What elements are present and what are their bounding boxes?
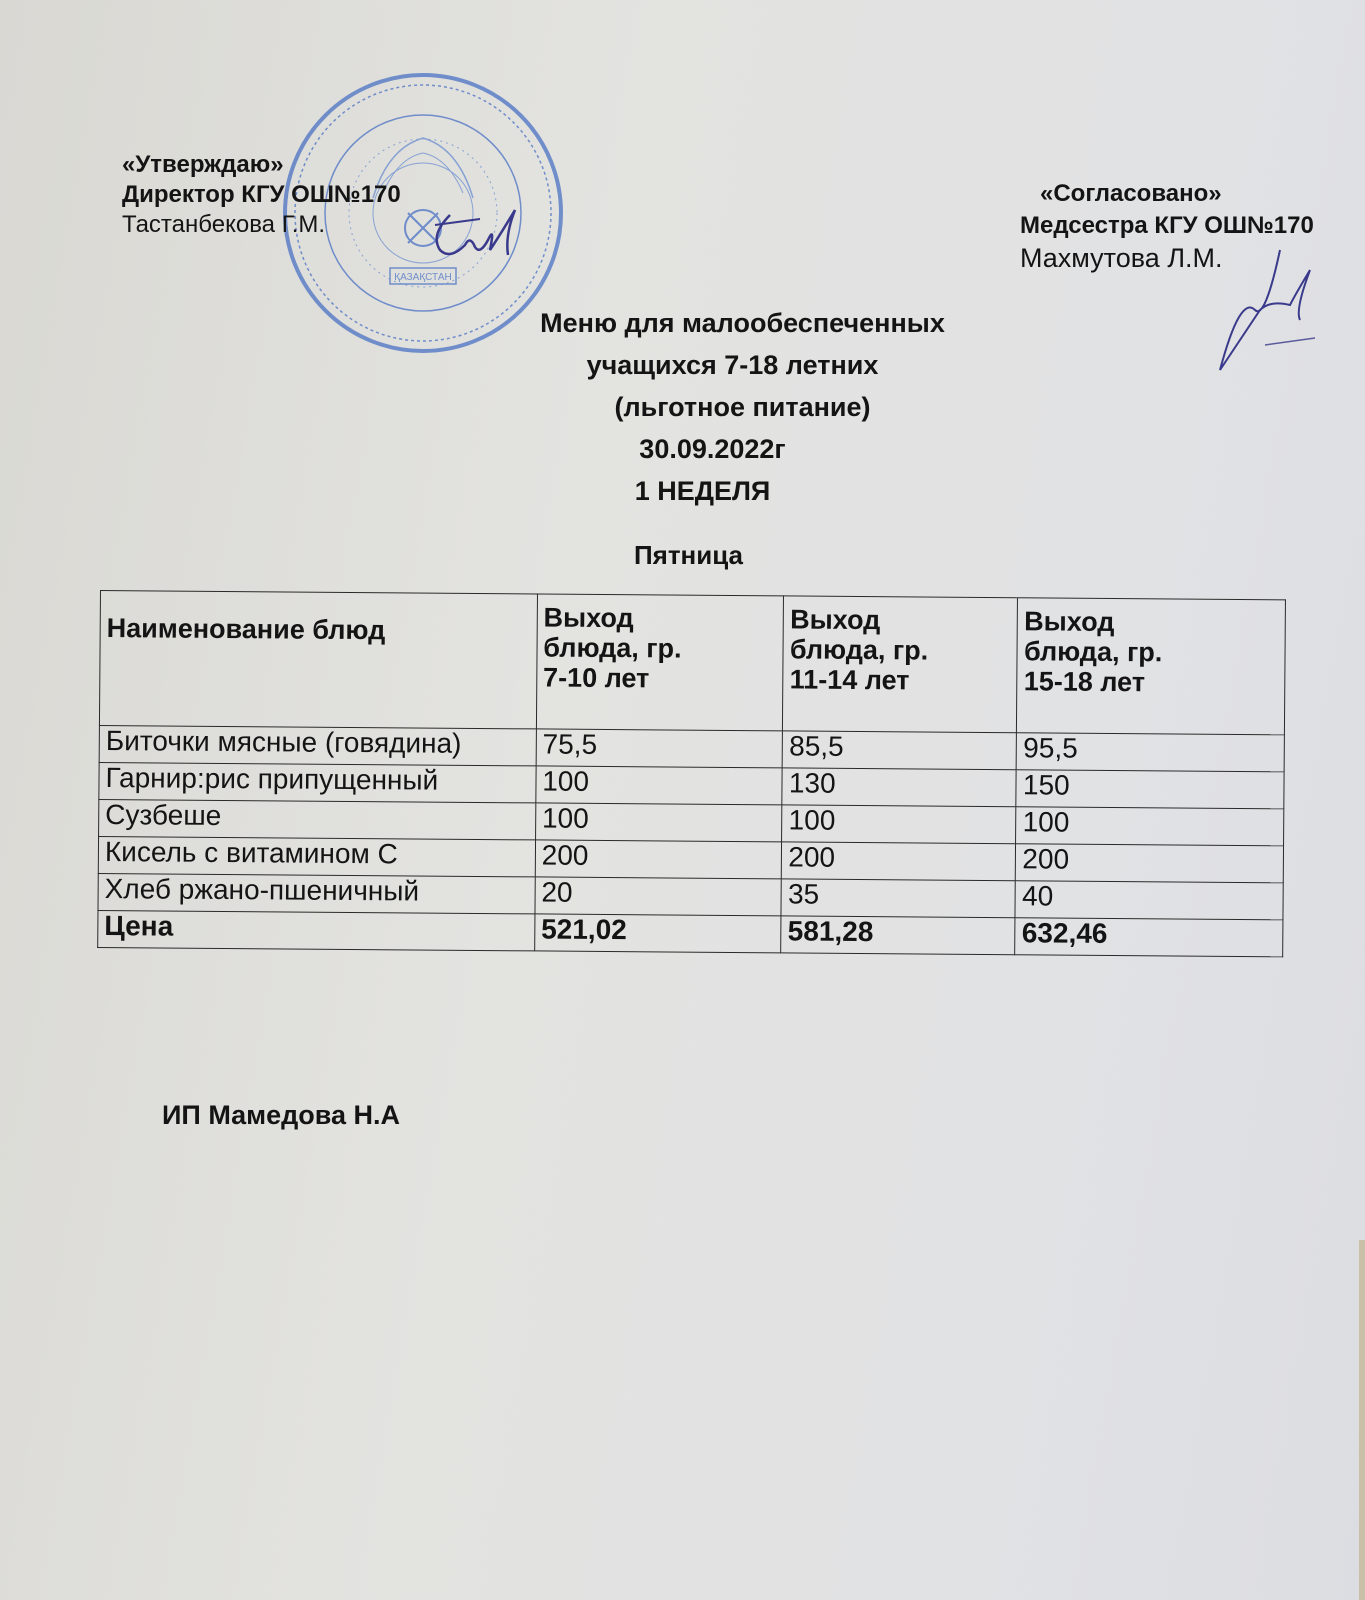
supplier-name: ИП Мамедова Н.А [162,1100,401,1130]
approval-position: Директор КГУ ОШ№170 [122,181,401,208]
approval-heading: «Утверждаю» [122,151,284,178]
price-7-10: 521,02 [534,914,781,953]
yield-7-10: 200 [535,840,782,879]
yield-11-14: 85,5 [783,731,1017,770]
table-header-row [99,591,1285,735]
menu-day: Пятница [633,540,744,570]
yield-7-10: 75,5 [536,729,783,768]
agreement-position: Медсестра КГУ ОШ№170 [1020,212,1314,239]
price-row [98,910,1283,956]
price-15-18: 632,46 [1015,918,1283,957]
menu-title-line2: учащихся 7-18 летних [586,350,879,380]
price-11-14: 581,28 [781,916,1015,955]
price-label: Цена [98,910,535,950]
menu-title-line3: (льготное питание) [614,392,871,422]
header-yield-15-18: Выход блюда, гр. 15-18 лет [1017,598,1286,735]
yield-11-14: 130 [782,768,1016,807]
menu-date: 30.09.2022г [639,434,786,464]
yield-7-10: 20 [535,877,782,916]
header-yield-11-14: Выход блюда, гр. 11-14 лет [783,596,1018,733]
yield-15-18: 100 [1016,807,1284,846]
agreement-heading: «Согласовано» [1040,180,1222,207]
yield-11-14: 100 [782,805,1016,844]
yield-15-18: 150 [1016,770,1284,809]
paper-edge [1359,1240,1365,1600]
yield-15-18: 95,5 [1017,733,1285,772]
yield-11-14: 35 [781,879,1015,918]
dish-name: Гарнир:рис припущенный [99,762,536,802]
approval-name: Тастанбекова Г.М. [122,211,326,238]
menu-week: 1 НЕДЕЛЯ [634,476,771,506]
svg-text:ҚАЗАҚСТАН: ҚАЗАҚСТАН [394,272,452,283]
yield-7-10: 100 [536,766,783,805]
yield-11-14: 200 [782,842,1016,881]
dish-name: Сузбеше [99,799,536,839]
menu-table [97,590,1286,957]
approval-block [122,150,401,240]
yield-7-10: 100 [535,803,782,842]
header-yield-7-10: Выход блюда, гр. 7-10 лет [536,594,784,731]
yield-15-18: 200 [1016,844,1284,883]
header-dish-name: Наименование блюд [99,591,537,729]
agreement-block [1020,178,1314,274]
director-signature-icon [420,205,530,265]
agreement-name: Махмутова Л.М. [1020,243,1223,273]
dish-name: Хлеб ржано-пшеничный [98,873,535,913]
dish-name: Биточки мясные (говядина) [99,725,536,765]
dish-name: Кисель с витамином С [98,836,535,876]
menu-title-line1: Меню для малообеспеченных [540,308,945,338]
yield-15-18: 40 [1015,881,1283,920]
